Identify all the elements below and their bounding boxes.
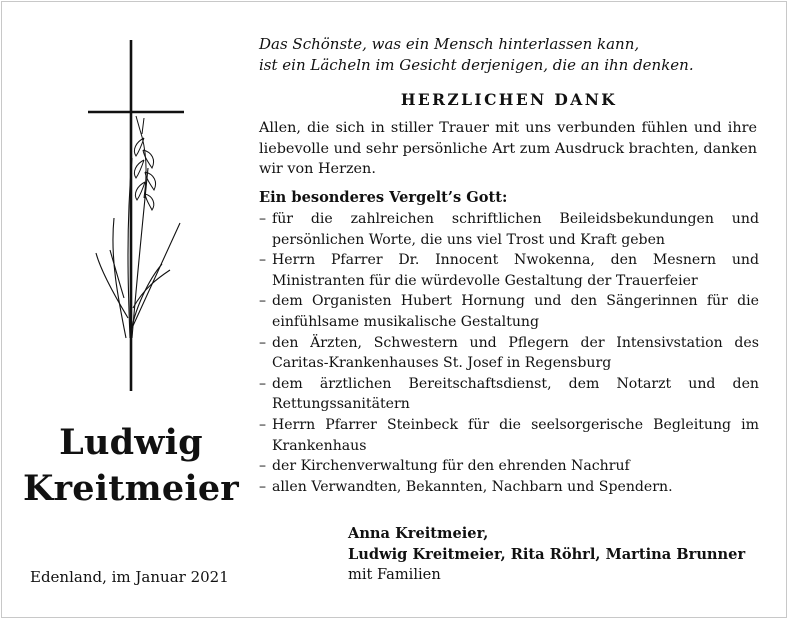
deceased-first-name: Ludwig bbox=[59, 422, 203, 463]
heading: HERZLICHEN DANK bbox=[400, 90, 618, 109]
thanks-list bbox=[259, 209, 759, 497]
signature-line-2: Ludwig Kreitmeier, Rita Röhrl, Martina Brunner bbox=[348, 545, 746, 563]
signatures bbox=[348, 524, 768, 586]
signature-line-3: mit Familien bbox=[348, 566, 441, 583]
signature-line-1: Anna Kreitmeier, bbox=[348, 525, 489, 542]
thanks-title: Ein besonderes Vergelt’s Gott: bbox=[259, 189, 508, 206]
thanks-item: – Herrn Pfarrer Steinbeck für die seelsorgerische Begleitung im Krankenhaus bbox=[259, 415, 759, 456]
deceased-last-name: Kreitmeier bbox=[23, 468, 239, 509]
thanks-item: – der Kirchenverwaltung für den ehrenden Nachruf bbox=[259, 456, 759, 477]
quote-line-2: ist ein Lächeln im Gesicht derjenigen, die an ihn denken. bbox=[259, 56, 694, 74]
cross-with-wheat-icon bbox=[70, 38, 210, 393]
thanks-item: – Herrn Pfarrer Dr. Innocent Nwokenna, den Mesnern und Ministranten für die würdevolle Gestaltung der Trauerfeier bbox=[259, 250, 759, 291]
place-date: Edenland, im Januar 2021 bbox=[30, 568, 229, 586]
thanks-item: – allen Verwandten, Bekannten, Nachbarn und Spendern. bbox=[259, 477, 759, 498]
deceased-name bbox=[20, 420, 242, 512]
quote-line-1: Das Schönste, was ein Mensch hinterlassen kann, bbox=[259, 35, 640, 53]
thanks-item: – für die zahlreichen schriftlichen Beileidsbekundungen und persönlichen Worte, die uns viel Trost und Kraft geben bbox=[259, 209, 759, 250]
thanks-item: – dem Organisten Hubert Hornung und den Sängerinnen für die einfühlsame musikalische Gestaltung bbox=[259, 291, 759, 332]
intro-text: Allen, die sich in stiller Trauer mit uns verbunden fühlen und ihre liebevolle und sehr persönliche Art zum Ausdruck brachten, danken wir von Herzen. bbox=[259, 120, 757, 177]
quote bbox=[259, 34, 769, 76]
thanks-item: – dem ärztlichen Bereitschaftsdienst, dem Notarzt und den Rettungssanitätern bbox=[259, 374, 759, 415]
thanks-item: – den Ärzten, Schwestern und Pflegern der Intensivstation des Caritas-Krankenhauses St. Josef in Regensburg bbox=[259, 333, 759, 374]
